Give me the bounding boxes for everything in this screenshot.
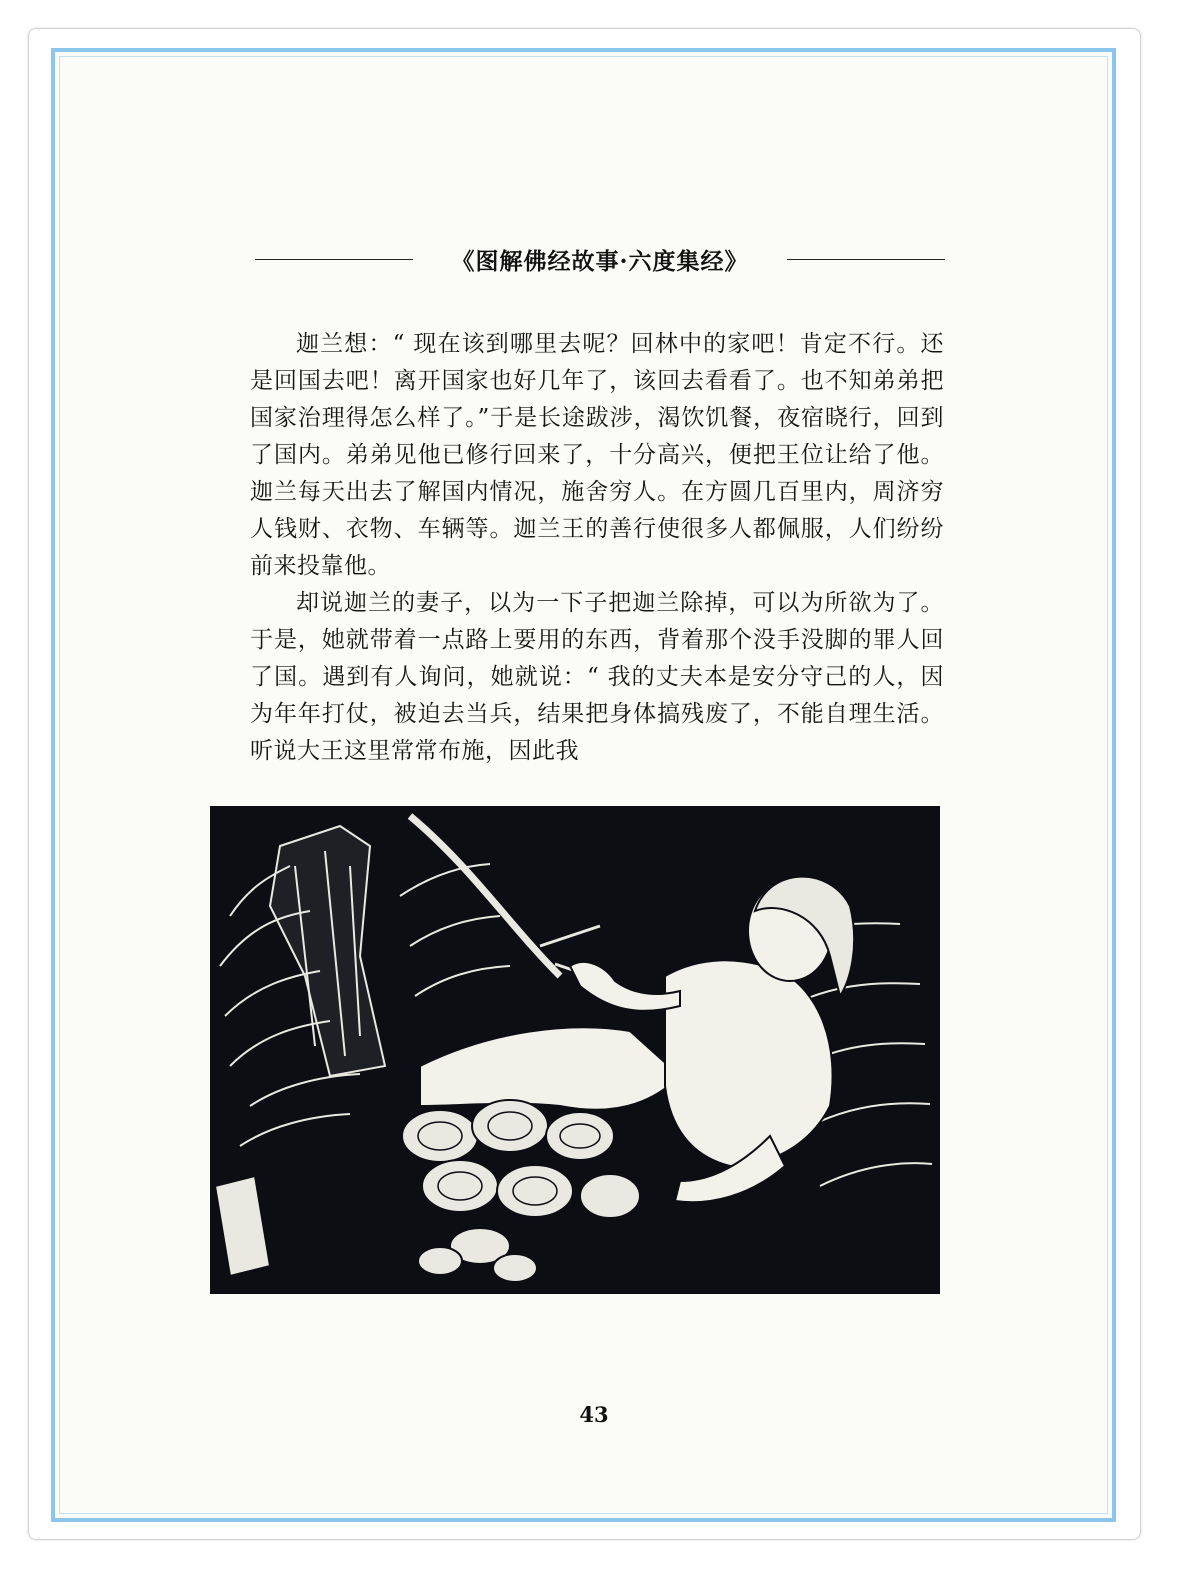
woodcut-illustration	[210, 806, 940, 1294]
header-rule-left	[255, 259, 413, 260]
body-text	[250, 326, 944, 770]
paragraph-1: 迦兰想：“ 现在该到哪里去呢？回林中的家吧！肯定不行。还是回国去吧！离开国家也好几年了，该回去看看了。也不知弟弟把国家治理得怎么样了。”于是长途跋涉，渴饮饥餐，夜宿晓行，回到了国内。弟弟见他已修行回来了，十分高兴，便把王位让给了他。迦兰每天出去了解国内情况，施舍穷人。在方圆几百里内，周济穷人钱财、衣物、车辆等。迦兰王的善行使很多人都佩服，人们纷纷前来投靠他。	[250, 331, 944, 579]
paragraph-2: 却说迦兰的妻子，以为一下子把迦兰除掉，可以为所欲为了。于是，她就带着一点路上要用的东西，背着那个没手没脚的罪人回了国。遇到有人询问，她就说：“ 我的丈夫本是安分守己的人，因为年年打仗，被迫去当兵，结果把身体搞残废了，不能自理生活。听说大王这里常常布施，因此我	[250, 590, 944, 764]
header-rule-right	[787, 259, 945, 260]
book-title: 《图解佛经故事·六度集经》	[451, 247, 749, 275]
page-number: 43	[579, 1402, 609, 1427]
running-header	[255, 242, 945, 276]
